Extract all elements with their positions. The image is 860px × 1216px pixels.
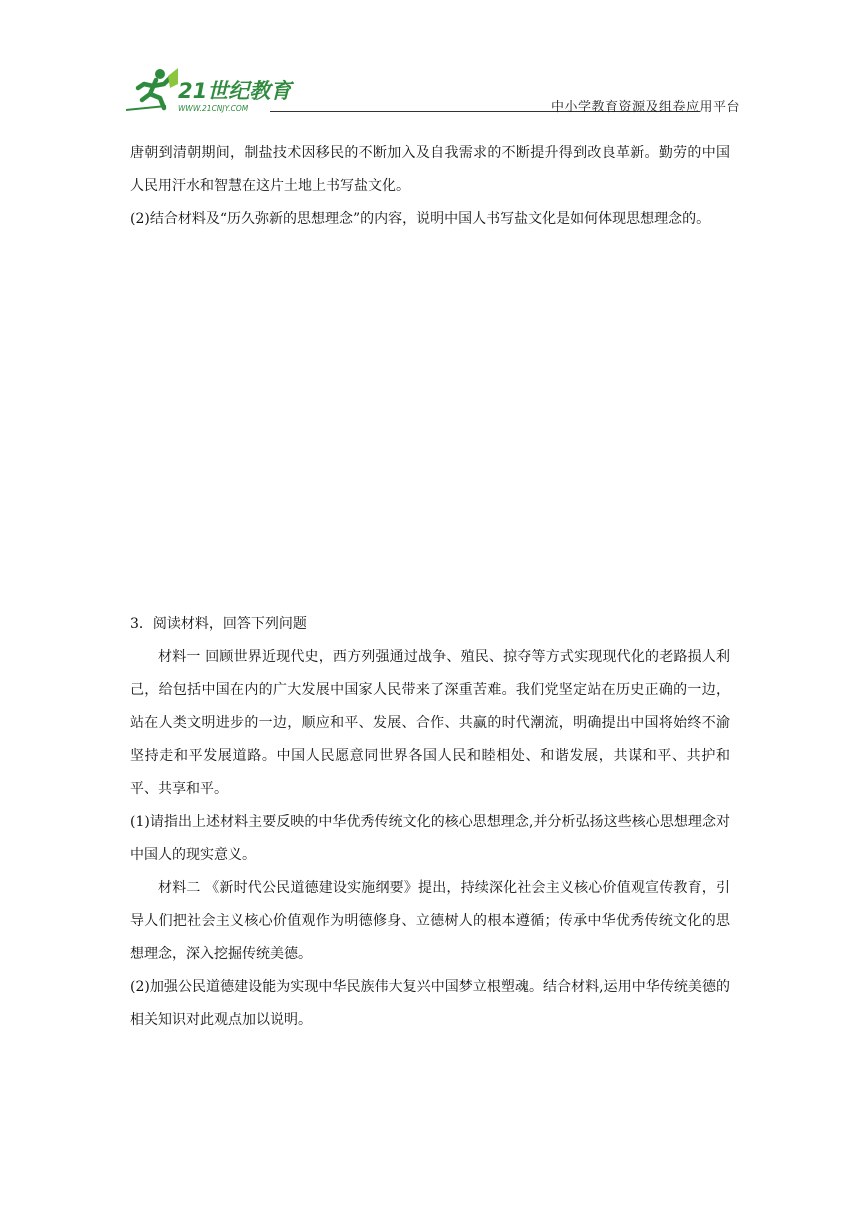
logo-text: 21世纪教育 (178, 79, 292, 103)
material-continuation: 唐朝到清朝期间，制盐技术因移民的不断加入及自我需求的不断提升得到改良革新。勤劳的中国人民用汗水和智慧在这片土地上书写盐文化。 (130, 145, 730, 194)
page-header (120, 62, 740, 120)
site-logo (120, 62, 320, 118)
question-3-title: 3．阅读材料，回答下列问题 (130, 616, 307, 632)
question-3-2: (2)加强公民道德建设能为实现中华民族伟大复兴中国梦立根塑魂。结合材料,运用中华传统美德的相关知识对此观点加以说明。 (130, 979, 730, 1028)
material-two: 材料二 《新时代公民道德建设实施纲要》提出，持续深化社会主义核心价值观宣传教育，引导人们把社会主义核心价值观作为明德修身、立德树人的根本遵循；传承中华优秀传统文化的思想理念，深入挖掘传统美德。 (130, 880, 730, 962)
question-3-1: (1)请指出上述材料主要反映的中华优秀传统文化的核心思想理念,并分析弘扬这些核心思想理念对中国人的现实意义。 (130, 814, 730, 863)
question-2-2: (2)结合材料及“历久弥新的思想理念”的内容，说明中国人书写盐文化是如何体现思想理念的。 (130, 211, 711, 227)
platform-name: 中小学教育资源及组卷应用平台 (550, 100, 740, 115)
logo-url: WWW.21CNJY.COM (178, 104, 249, 113)
material-one: 材料一 回顾世界近现代史，西方列强通过战争、殖民、掠夺等方式实现现代化的老路损人利己，给包括中国在内的广大发展中国家人民带来了深重苦难。我们党坚定站在历史正确的一边，站在人类文明进步的一边，顺应和平、发展、合作、共赢的时代潮流，明确提出中国将始终不渝坚持走和平发展道路。中国人民愿意同世界各国人民和睦相处、和谐发展，共谋和平、共护和平、共享和平。 (130, 649, 730, 797)
